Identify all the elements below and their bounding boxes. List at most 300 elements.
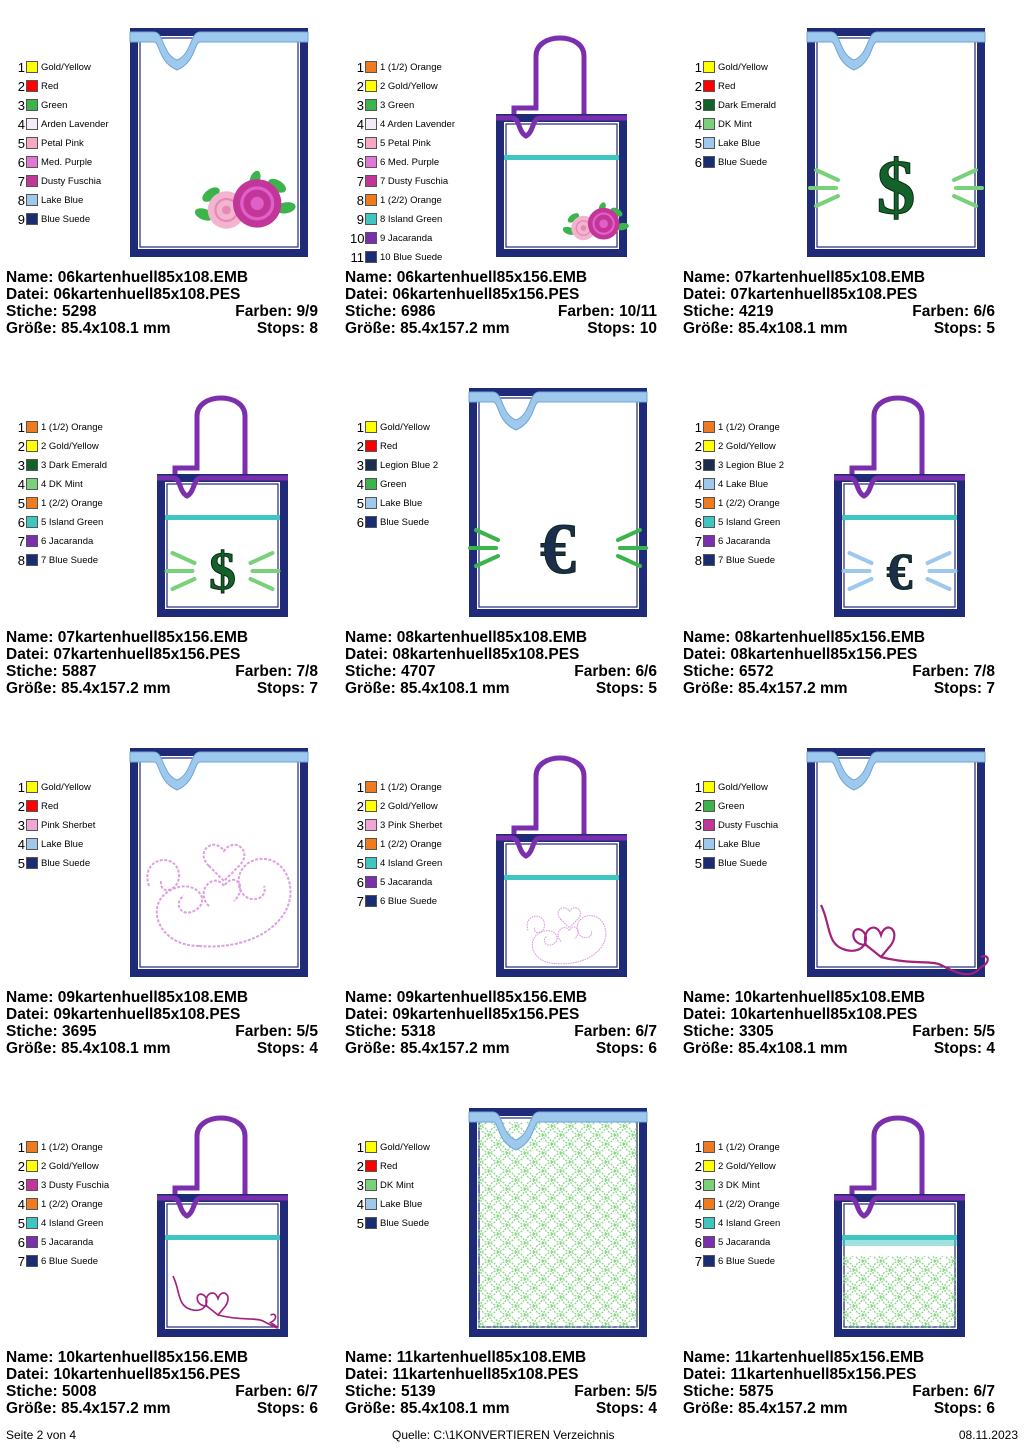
color-swatch [703, 459, 715, 471]
color-count: 6/6 [973, 303, 995, 320]
legend-number: 4 [17, 117, 25, 132]
color-swatch [365, 800, 377, 812]
legend-color-name: Lake Blue [718, 839, 761, 850]
legend-color-name: 1 (2/2) Orange [380, 195, 442, 206]
legend-number: 4 [694, 837, 702, 852]
legend-row [688, 1214, 808, 1233]
legend-number: 3 [356, 818, 364, 833]
legend-row [688, 437, 808, 456]
stops-label: Stops: [933, 1040, 983, 1057]
color-swatch [703, 497, 715, 509]
design-name: 06kartenhuell85x108.EMB [57, 269, 249, 286]
legend-row [688, 1233, 808, 1252]
stops-label: Stops: [256, 680, 306, 697]
legend-number: 2 [694, 1159, 702, 1174]
legend-color-name: 5 Jacaranda [380, 877, 433, 888]
legend-row [11, 513, 131, 532]
legend-color-name: Gold/Yellow [41, 782, 91, 793]
legend-number: 3 [17, 1178, 25, 1193]
color-count: 6/7 [296, 1383, 318, 1400]
legend-color-name: 1 (2/2) Orange [41, 498, 103, 509]
legend-color-name: 1 (2/2) Orange [718, 1199, 780, 1210]
legend-number: 5 [356, 856, 364, 871]
color-swatch [365, 1160, 377, 1172]
color-legend [688, 418, 808, 570]
name-label: Name: [683, 989, 731, 1006]
color-legend [11, 1138, 131, 1271]
stitches-label: Stiche: [6, 303, 58, 320]
design-file: 10kartenhuell85x156.PES [53, 1366, 241, 1383]
stop-count: 8 [309, 320, 318, 337]
legend-number: 6 [356, 155, 364, 170]
size-label: Größe: [683, 1040, 734, 1057]
design-name: 11kartenhuell85x108.EMB [396, 1349, 587, 1366]
legend-color-name: 4 DK Mint [41, 479, 83, 490]
design-card [683, 28, 1013, 368]
color-legend [11, 418, 131, 570]
file-label: Datei: [345, 646, 389, 663]
design-size: 85.4x157.2 mm [738, 680, 848, 697]
color-swatch [26, 800, 38, 812]
color-swatch [26, 194, 38, 206]
legend-color-name: Blue Suede [718, 858, 768, 869]
color-swatch [365, 781, 377, 793]
legend-number: 2 [694, 79, 702, 94]
legend-color-name: Lake Blue [41, 195, 84, 206]
legend-color-name: Red [41, 801, 59, 812]
stitch-count: 5318 [401, 1023, 436, 1040]
tab-outline [514, 758, 584, 838]
name-label: Name: [6, 269, 54, 286]
legend-color-name: 1 (1/2) Orange [718, 422, 780, 433]
legend-number: 4 [694, 1197, 702, 1212]
color-swatch [365, 175, 377, 187]
legend-color-name: 5 Island Green [41, 517, 104, 528]
color-legend [11, 58, 131, 229]
colors-label: Farben: [912, 1383, 970, 1400]
legend-color-name: 10 Blue Suede [380, 252, 443, 263]
legend-number: 1 [694, 420, 702, 435]
stops-label: Stops: [595, 1400, 645, 1417]
color-swatch [703, 61, 715, 73]
design-size: 85.4x157.2 mm [400, 320, 510, 337]
design-size: 85.4x108.1 mm [61, 1040, 171, 1057]
color-swatch [703, 819, 715, 831]
file-label: Datei: [345, 1366, 389, 1383]
legend-number: 5 [356, 136, 364, 151]
euro-icon: € [886, 544, 913, 602]
stitches-label: Stiche: [6, 663, 58, 680]
color-swatch [703, 1236, 715, 1248]
stop-count: 6 [986, 1400, 995, 1417]
legend-row [350, 835, 470, 854]
color-legend [688, 58, 808, 172]
legend-number: 4 [17, 837, 25, 852]
color-swatch [365, 857, 377, 869]
legend-row [688, 418, 808, 437]
design-info [345, 269, 657, 337]
stop-count: 7 [986, 680, 995, 697]
color-swatch [26, 118, 38, 130]
legend-row [11, 1157, 131, 1176]
legend-color-name: Gold/Yellow [380, 1142, 430, 1153]
pouch-outline [161, 1198, 284, 1333]
design-info [345, 989, 657, 1057]
mesh-fill [478, 1122, 638, 1328]
legend-number: 5 [356, 1216, 364, 1231]
pouch-outline [500, 838, 623, 973]
legend-row [350, 210, 470, 229]
legend-color-name: DK Mint [380, 1180, 414, 1191]
legend-color-name: 6 Med. Purple [380, 157, 440, 168]
design-file: 09kartenhuell85x156.PES [392, 1006, 580, 1023]
design-name: 08kartenhuell85x108.EMB [396, 629, 588, 646]
color-swatch [703, 1255, 715, 1267]
legend-color-name: 2 Gold/Yellow [380, 81, 438, 92]
color-legend [688, 1138, 808, 1271]
name-label: Name: [683, 269, 731, 286]
legend-row [350, 96, 470, 115]
design-card [345, 1108, 675, 1448]
design-card [345, 748, 675, 1088]
legend-number: 4 [356, 1197, 364, 1212]
legend-number: 5 [17, 856, 25, 871]
file-label: Datei: [683, 646, 727, 663]
size-label: Größe: [345, 320, 396, 337]
file-label: Datei: [345, 1006, 389, 1023]
legend-number: 1 [356, 1140, 364, 1155]
legend-color-name: 1 (2/2) Orange [41, 1199, 103, 1210]
legend-number: 5 [356, 496, 364, 511]
legend-number: 2 [17, 439, 25, 454]
stops-label: Stops: [595, 680, 645, 697]
stop-count: 4 [986, 1040, 995, 1057]
print-date: 08.11.2023 [958, 1428, 1018, 1442]
legend-row [688, 96, 808, 115]
legend-color-name: Dusty Fuschia [41, 176, 102, 187]
legend-row [11, 153, 131, 172]
legend-number: 5 [17, 1216, 25, 1231]
design-info [345, 1349, 657, 1417]
size-label: Größe: [345, 1040, 396, 1057]
euro-icon: € [540, 509, 576, 590]
design-name: 09kartenhuell85x156.EMB [396, 989, 588, 1006]
legend-color-name: 6 Blue Suede [380, 896, 438, 907]
legend-color-name: 8 Island Green [380, 214, 443, 225]
colors-label: Farben: [235, 663, 293, 680]
legend-number: 5 [17, 496, 25, 511]
legend-row [11, 96, 131, 115]
color-swatch [365, 440, 377, 452]
legend-color-name: 1 (1/2) Orange [380, 62, 442, 73]
legend-number: 7 [356, 894, 364, 909]
design-file: 08kartenhuell85x156.PES [730, 646, 918, 663]
legend-row [688, 551, 808, 570]
stops-label: Stops: [933, 1400, 983, 1417]
legend-row [11, 532, 131, 551]
legend-row [11, 494, 131, 513]
design-size: 85.4x157.2 mm [738, 1400, 848, 1417]
legend-number: 3 [17, 458, 25, 473]
stitch-count: 4707 [401, 663, 436, 680]
legend-color-name: Red [380, 441, 398, 452]
legend-number: 3 [694, 1178, 702, 1193]
stitches-label: Stiche: [6, 1023, 58, 1040]
legend-color-name: DK Mint [718, 119, 752, 130]
legend-number: 1 [356, 780, 364, 795]
size-label: Größe: [345, 680, 396, 697]
legend-number: 10 [350, 231, 365, 246]
tab-outline [514, 38, 584, 118]
stops-label: Stops: [595, 1040, 645, 1057]
stops-label: Stops: [256, 1040, 306, 1057]
legend-color-name: 5 Jacaranda [718, 1237, 771, 1248]
design-card [683, 1108, 1013, 1448]
color-swatch [26, 819, 38, 831]
colors-label: Farben: [235, 1383, 293, 1400]
legend-number: 1 [694, 780, 702, 795]
stop-count: 5 [986, 320, 995, 337]
teal-stripe [504, 155, 619, 160]
size-label: Größe: [683, 320, 734, 337]
size-label: Größe: [6, 1040, 57, 1057]
stitch-count: 3695 [62, 1023, 97, 1040]
design-file: 07kartenhuell85x156.PES [53, 646, 241, 663]
legend-row [688, 854, 808, 873]
color-swatch [26, 421, 38, 433]
name-label: Name: [6, 629, 54, 646]
legend-row [11, 210, 131, 229]
design-info [683, 989, 995, 1057]
stitches-label: Stiche: [683, 303, 735, 320]
size-label: Größe: [6, 320, 57, 337]
legend-color-name: 4 Arden Lavender [380, 119, 456, 130]
color-swatch [703, 80, 715, 92]
design-file: 11kartenhuell85x156.PES [730, 1366, 917, 1383]
color-swatch [26, 175, 38, 187]
legend-number: 7 [17, 174, 25, 189]
legend-row [350, 873, 470, 892]
color-swatch [365, 1217, 377, 1229]
teal-stripe [165, 1235, 280, 1240]
legend-number: 2 [17, 1159, 25, 1174]
color-swatch [365, 459, 377, 471]
color-count: 7/8 [973, 663, 995, 680]
legend-number: 7 [356, 174, 364, 189]
legend-number: 3 [17, 98, 25, 113]
colors-label: Farben: [557, 303, 615, 320]
legend-number: 6 [694, 155, 702, 170]
design-card [345, 388, 675, 728]
design-card [345, 28, 675, 368]
legend-color-name: 1 (2/2) Orange [718, 498, 780, 509]
legend-color-name: Red [718, 81, 736, 92]
file-label: Datei: [6, 1366, 50, 1383]
legend-color-name: 9 Jacaranda [380, 233, 433, 244]
design-file: 06kartenhuell85x108.PES [53, 286, 241, 303]
stops-label: Stops: [256, 1400, 306, 1417]
stop-count: 5 [648, 680, 657, 697]
stitch-count: 6986 [401, 303, 436, 320]
design-info [6, 629, 318, 697]
stop-count: 10 [639, 320, 657, 337]
legend-row [11, 1138, 131, 1157]
design-info [6, 1349, 318, 1417]
legend-color-name: 1 (1/2) Orange [380, 782, 442, 793]
legend-color-name: Blue Suede [380, 517, 430, 528]
legend-number: 4 [17, 1197, 25, 1212]
stops-label: Stops: [933, 320, 983, 337]
color-swatch [26, 516, 38, 528]
legend-row [350, 153, 470, 172]
legend-row [350, 892, 470, 911]
legend-row [11, 1176, 131, 1195]
legend-number: 7 [694, 534, 702, 549]
legend-color-name: 4 Island Green [41, 1218, 104, 1229]
legend-color-name: Lake Blue [718, 138, 761, 149]
legend-color-name: Lake Blue [380, 498, 423, 509]
legend-color-name: 3 Pink Sherbet [380, 820, 443, 831]
legend-number: 4 [356, 837, 364, 852]
size-label: Größe: [683, 680, 734, 697]
legend-color-name: 2 Gold/Yellow [718, 1161, 776, 1172]
design-name: 10kartenhuell85x108.EMB [734, 989, 926, 1006]
design-file: 06kartenhuell85x156.PES [392, 286, 580, 303]
legend-number: 2 [694, 799, 702, 814]
legend-row [11, 1214, 131, 1233]
color-swatch [703, 137, 715, 149]
color-swatch [365, 156, 377, 168]
legend-row [350, 1176, 470, 1195]
legend-row [11, 456, 131, 475]
color-swatch [26, 459, 38, 471]
color-swatch [26, 440, 38, 452]
legend-number: 4 [17, 477, 25, 492]
color-swatch [26, 1217, 38, 1229]
legend-number: 5 [17, 136, 25, 151]
legend-number: 8 [17, 193, 25, 208]
legend-row [688, 153, 808, 172]
color-swatch [703, 99, 715, 111]
legend-row [11, 1252, 131, 1271]
color-swatch [365, 80, 377, 92]
legend-color-name: 5 Jacaranda [41, 1237, 94, 1248]
color-swatch [26, 1198, 38, 1210]
legend-color-name: 5 Island Green [718, 517, 781, 528]
legend-color-name: Dusty Fuschia [718, 820, 779, 831]
color-swatch [703, 440, 715, 452]
design-file: 09kartenhuell85x108.PES [53, 1006, 241, 1023]
legend-row [350, 58, 470, 77]
color-swatch [365, 194, 377, 206]
legend-row [350, 229, 470, 248]
color-swatch [365, 478, 377, 490]
design-name: 10kartenhuell85x156.EMB [57, 1349, 249, 1366]
teal-stripe [504, 875, 619, 880]
legend-row [688, 816, 808, 835]
legend-number: 3 [356, 458, 364, 473]
legend-color-name: 1 (1/2) Orange [41, 422, 103, 433]
stitches-label: Stiche: [345, 663, 397, 680]
color-legend [350, 778, 470, 911]
design-info [683, 629, 995, 697]
color-swatch [365, 118, 377, 130]
legend-color-name: 1 (1/2) Orange [718, 1142, 780, 1153]
legend-number: 6 [17, 1235, 25, 1250]
legend-row [11, 58, 131, 77]
legend-number: 3 [356, 1178, 364, 1193]
legend-row [11, 816, 131, 835]
color-swatch [365, 421, 377, 433]
stitch-count: 5875 [739, 1383, 774, 1400]
legend-color-name: Gold/Yellow [380, 422, 430, 433]
legend-color-name: 3 Dark Emerald [41, 460, 107, 471]
legend-row [11, 1233, 131, 1252]
legend-row [11, 172, 131, 191]
size-label: Größe: [683, 1400, 734, 1417]
legend-color-name: Gold/Yellow [718, 782, 768, 793]
tab-outline [175, 398, 245, 478]
teal-stripe [165, 515, 280, 520]
legend-row [11, 134, 131, 153]
legend-color-name: 6 Jacaranda [41, 536, 94, 547]
color-swatch [703, 1198, 715, 1210]
legend-number: 8 [17, 553, 25, 568]
legend-number: 3 [356, 98, 364, 113]
color-swatch [365, 819, 377, 831]
color-swatch [365, 99, 377, 111]
design-card [6, 1108, 336, 1448]
color-swatch [26, 478, 38, 490]
legend-number: 6 [17, 515, 25, 530]
legend-row [688, 115, 808, 134]
colors-label: Farben: [574, 663, 632, 680]
design-info [345, 629, 657, 697]
design-size: 85.4x157.2 mm [61, 680, 171, 697]
design-size: 85.4x108.1 mm [738, 320, 848, 337]
color-swatch [26, 535, 38, 547]
legend-color-name: Blue Suede [41, 858, 91, 869]
colors-label: Farben: [574, 1383, 632, 1400]
color-count: 6/7 [635, 1023, 657, 1040]
legend-number: 4 [356, 117, 364, 132]
legend-number: 1 [17, 780, 25, 795]
legend-row [11, 115, 131, 134]
color-swatch [703, 1160, 715, 1172]
legend-row [688, 77, 808, 96]
design-size: 85.4x108.1 mm [738, 1040, 848, 1057]
legend-color-name: Green [718, 801, 745, 812]
legend-row [350, 1214, 470, 1233]
color-legend [11, 778, 131, 873]
legend-number: 1 [17, 1140, 25, 1155]
color-swatch [703, 421, 715, 433]
legend-number: 2 [356, 1159, 364, 1174]
legend-row [688, 494, 808, 513]
stop-count: 6 [309, 1400, 318, 1417]
stitch-count: 5887 [62, 663, 97, 680]
legend-row [688, 475, 808, 494]
color-legend [350, 418, 470, 532]
legend-row [350, 172, 470, 191]
color-swatch [365, 213, 377, 225]
size-label: Größe: [345, 1400, 396, 1417]
legend-color-name: 4 Island Green [718, 1218, 781, 1229]
design-size: 85.4x157.2 mm [61, 1400, 171, 1417]
legend-color-name: Dark Emerald [718, 100, 777, 111]
legend-number: 9 [17, 212, 25, 227]
color-swatch [365, 838, 377, 850]
